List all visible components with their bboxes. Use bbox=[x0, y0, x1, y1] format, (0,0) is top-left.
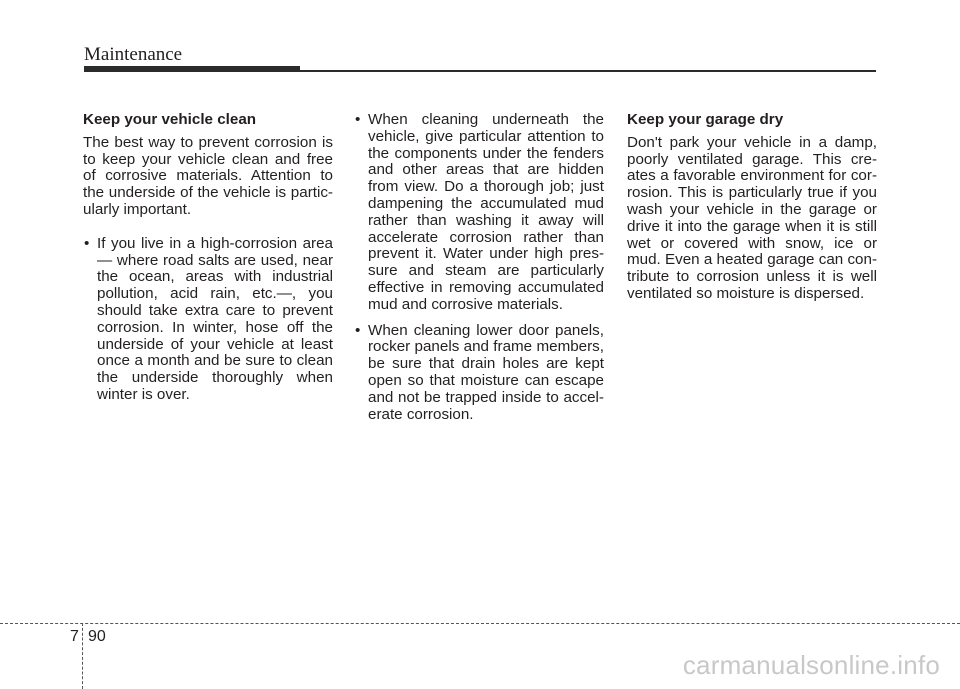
column-1 bbox=[83, 112, 333, 413]
heading-keep-vehicle-clean: Keep your vehicle clean bbox=[83, 111, 257, 128]
heading-keep-garage-dry: Keep your garage dry bbox=[627, 111, 784, 128]
header-rule-thick bbox=[84, 66, 300, 72]
paragraph-garage-dry: Don't park your vehicle in a damp, poorly ventilated garage. This cre- ates a favorable environment for cor- rosion. This is particularly true if you wash your vehicle in the garage or drive it into the garage when it is still wet or covered with snow, ice or mud. Even a heated garage can con- tribute to corrosion unless it is well ventilated so moisture is dispersed. bbox=[627, 133, 877, 302]
column-2 bbox=[354, 112, 604, 432]
bullet-high-corrosion-area: • If you live in a high-corrosion area — where road salts are used, near the ocean, areas with industrial pollution, acid rain, etc.—, you should take extra care to prevent corrosion. In winter, hose off the underside of your vehicle at least once a month and be sure to clean the underside thoroughly when winter is over. bbox=[83, 236, 333, 404]
footer-divider bbox=[0, 623, 960, 624]
section-title: Maintenance bbox=[84, 44, 183, 65]
footer-vertical-divider bbox=[82, 623, 83, 689]
watermark: carmanualsonline.info bbox=[682, 650, 940, 680]
header-rule-thin bbox=[300, 70, 876, 72]
column-3 bbox=[627, 112, 877, 320]
bullet-cleaning-door-panels: • When cleaning lower door panels, rocker panels and frame members, be sure that drain holes are kept open so that moisture can escape and not be trapped inside to accel- erate corrosion. bbox=[354, 323, 604, 424]
chapter-number: 7 bbox=[70, 628, 79, 645]
bullet-list-2 bbox=[354, 112, 604, 423]
page-number: 90 bbox=[88, 628, 106, 645]
bullet-list-1 bbox=[83, 236, 333, 404]
paragraph-corrosion-intro: The best way to prevent corrosion is to keep your vehicle clean and free of corrosive materials. Attention to the underside of the vehicle is partic- ularly important. bbox=[83, 133, 333, 218]
bullet-cleaning-underneath: • When cleaning underneath the vehicle, give particular attention to the components under the fenders and other areas that are hidden from view. Do a thorough job; just dampening the accumulated mud rather than washing it away will accelerate corrosion rather than prevent it. Water under high pres- sure and steam are particularly effective in removing accumulated mud and corrosive materials. bbox=[354, 112, 604, 314]
